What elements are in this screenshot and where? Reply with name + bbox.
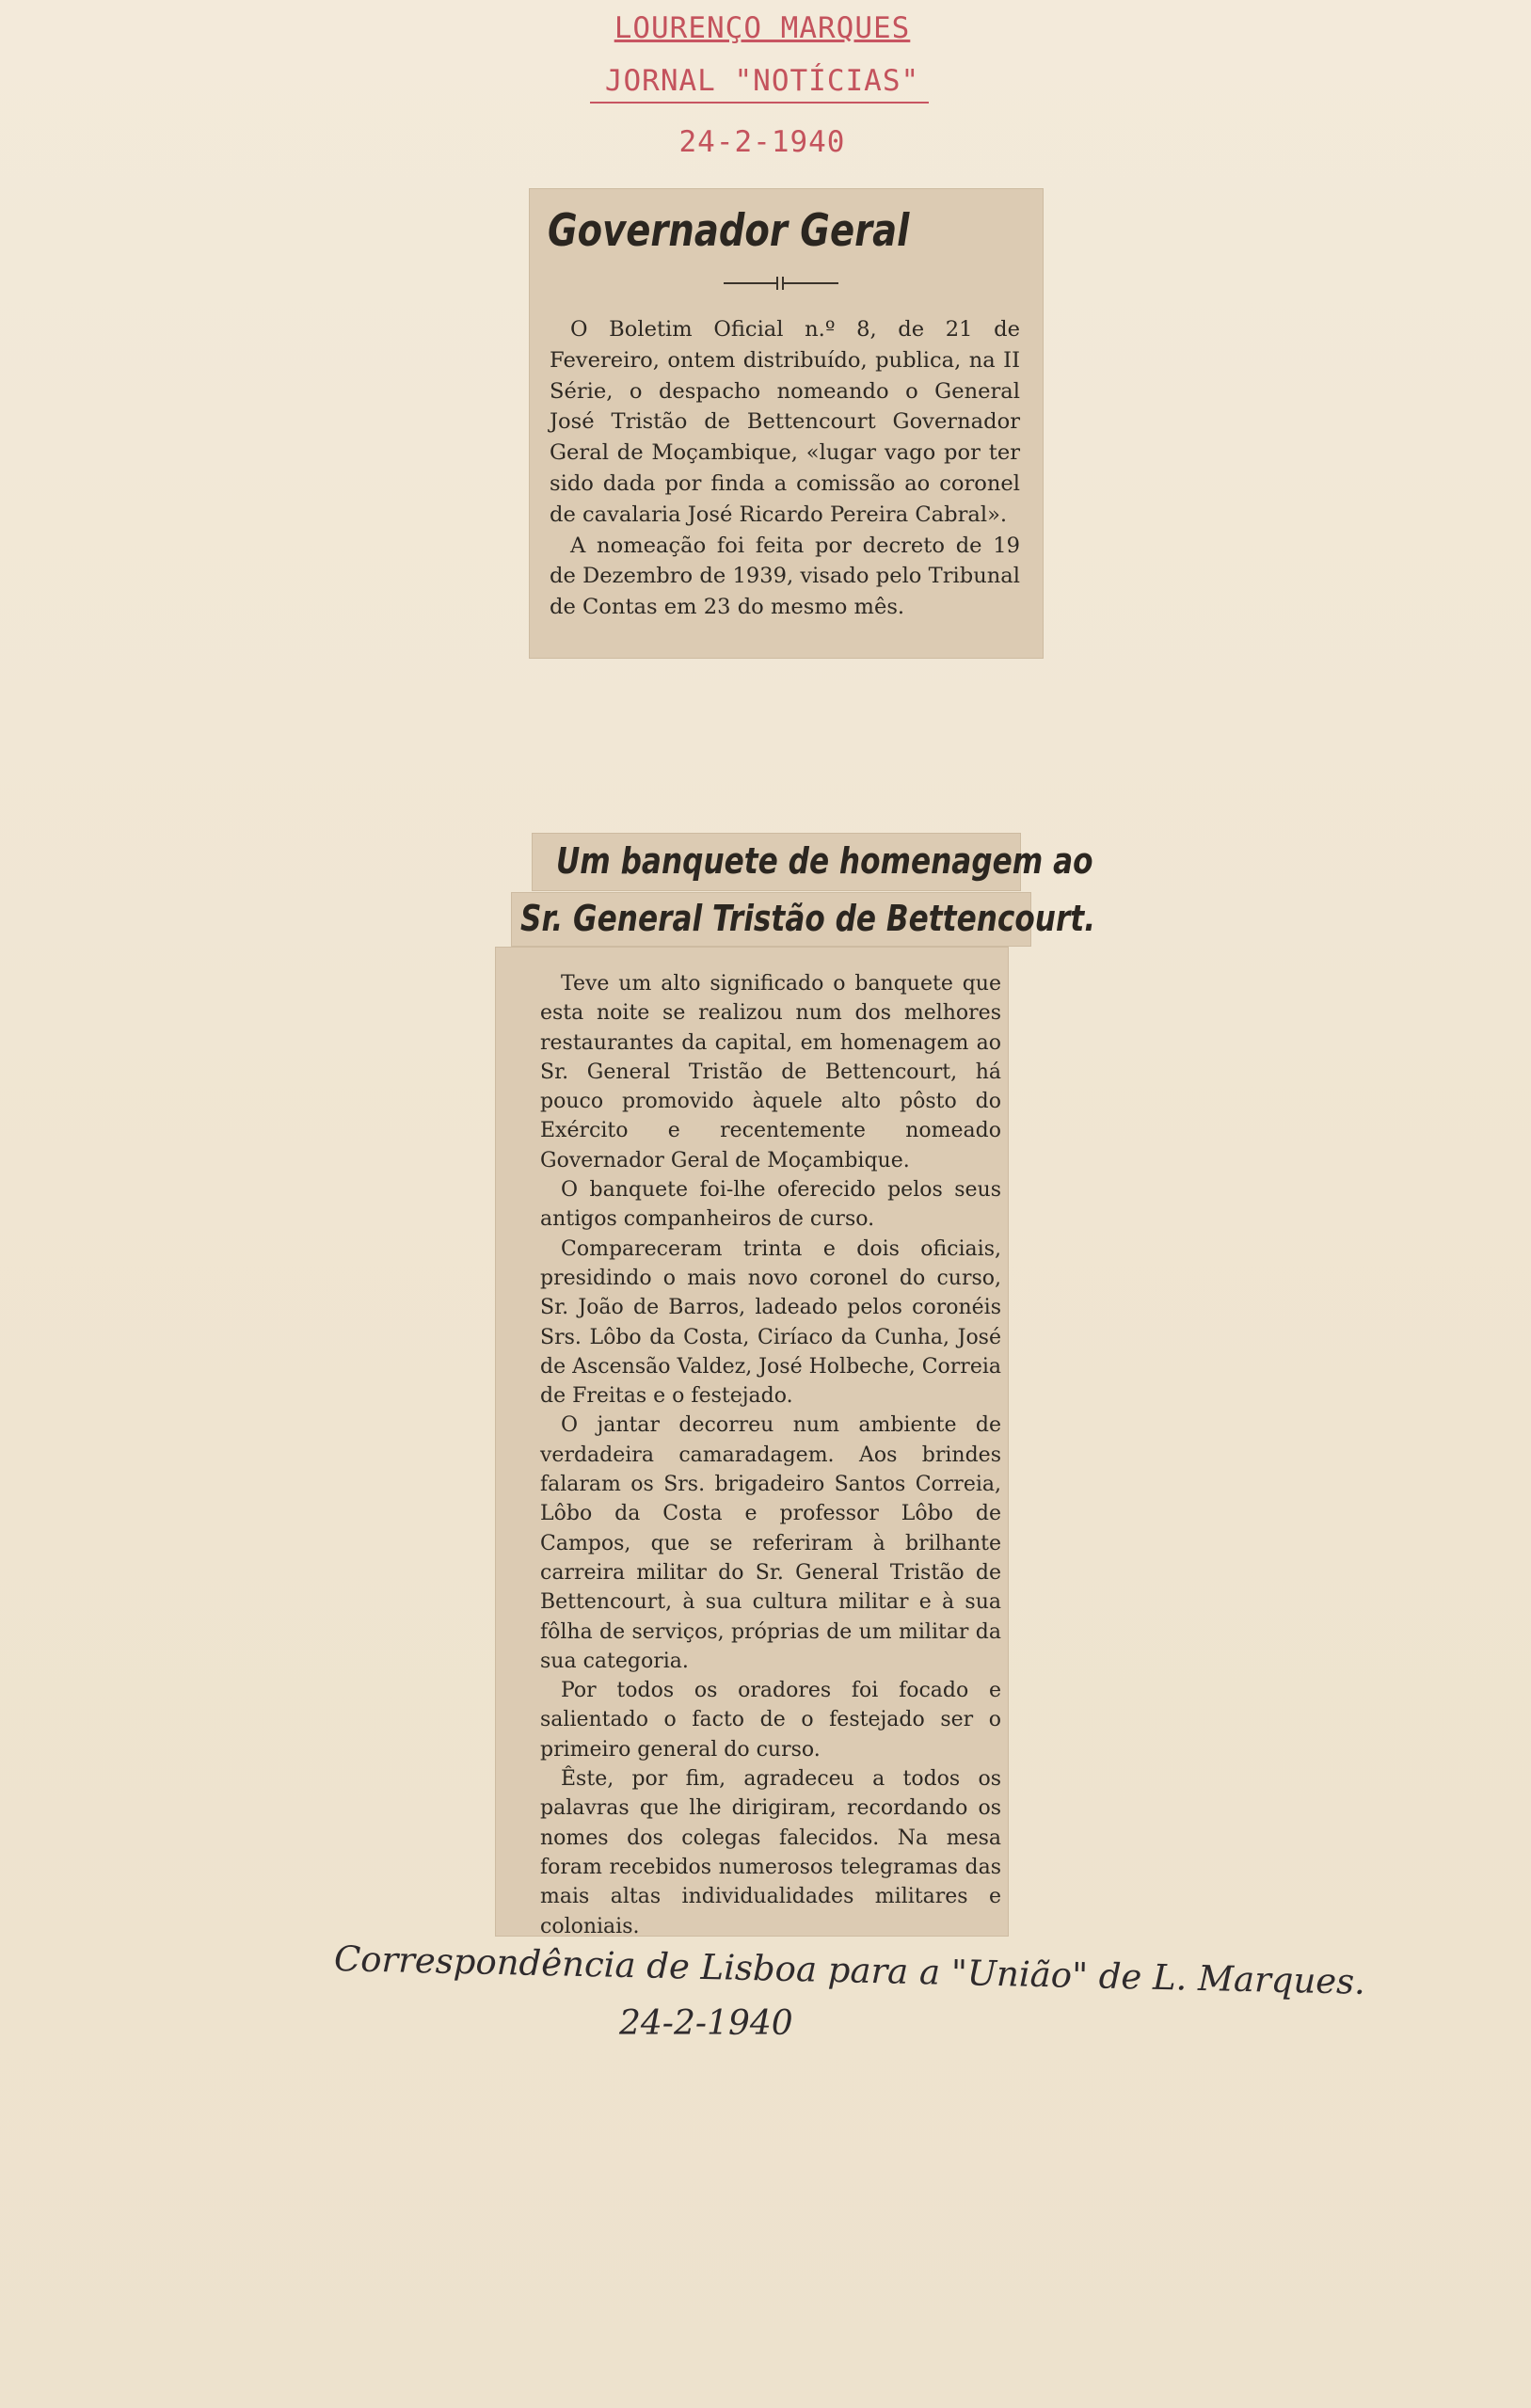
clipping-banquete-body (495, 947, 1009, 1937)
article1-headline: Governador Geral (548, 205, 910, 257)
handwritten-note-date: 24-2-1940 (619, 2004, 793, 2043)
article2-body (540, 969, 1001, 1941)
handwritten-note-line1: Correspondência de Lisboa para a "União" de L. Marques. (333, 1938, 1366, 2002)
article1-paragraph-2: A nomeação foi feita por decreto de 19 de Dezembro de 1939, visado pelo Tribunal de Contas em 23 do mesmo mês. (550, 533, 1020, 620)
stamp-city: LOURENÇO MARQUES (614, 11, 911, 45)
article2-paragraph-3: Compareceram trinta e dois oficiais, presidindo o mais novo coronel do curso, Sr. João de Barros, ladeado pelos coronéis Srs. Lôbo da Costa, Ciríaco da Cunha, José de Ascensão Valdez, José Holbeche, Correia de Freitas e o festejado. (540, 1236, 1001, 1409)
article1-paragraph-1: O Boletim Oficial n.º 8, de 21 de Fevereiro, ontem distribuído, publica, na II Série, o despacho nomeando o General José Tristão de Bettencourt Governador Geral de Moçambique, «lugar vago por ter sido dada por finda a comissão ao coronel de cavalaria José Ricardo Pereira Cabral». (550, 317, 1020, 527)
article2-paragraph-2: O banquete foi-lhe oferecido pelos seus antigos companheiros de curso. (540, 1178, 1001, 1232)
article1-body (550, 314, 1020, 623)
article2-headline-line1: Um banquete de homenagem ao (556, 840, 1093, 882)
article2-paragraph-4: O jantar decorreu num ambiente de verdadeira camaradagem. Aos brindes falaram os Srs. brigadeiro Santos Correia, Lôbo da Costa e professor Lôbo de Campos, que se referiram à brilhante carreira militar do Sr. General Tristão de Bettencourt, à sua cultura militar e à sua fôlha de serviços, próprias de um militar da sua categoria. (540, 1413, 1001, 1673)
article2-paragraph-5: Por todos os oradores foi focado e salientado o facto de o festejado ser o primeiro general do curso. (540, 1679, 1001, 1762)
ornament-rule (724, 279, 838, 288)
article2-paragraph-6: Êste, por fim, agradeceu a todos os palavras que lhe dirigiram, recordando os nomes dos colegas falecidos. Na mesa foram recebidos numerosos telegramas das mais altas individualidades militares e coloniais. (540, 1767, 1001, 1938)
stamp-underline (590, 102, 929, 104)
stamp-newspaper: JORNAL "NOTÍCIAS" (604, 64, 920, 98)
clipping-banquete-headline-1 (532, 833, 1093, 891)
clipping-governador-geral (529, 188, 1044, 659)
clipping-banquete-headline-2 (511, 892, 1096, 947)
article2-paragraph-1: Teve um alto significado o banquete que esta noite se realizou num dos melhores restaurantes da capital, em homenagem ao Sr. General Tristão de Bettencourt, há pouco promovido àquele alto pôsto do Exército e recentemente nomeado Governador Geral de Moçambique. (540, 972, 1001, 1172)
article2-headline-line2: Sr. General Tristão de Bettencourt. (520, 898, 1096, 939)
ornament-mark (776, 277, 784, 290)
stamp-date: 24-2-1940 (678, 125, 846, 159)
